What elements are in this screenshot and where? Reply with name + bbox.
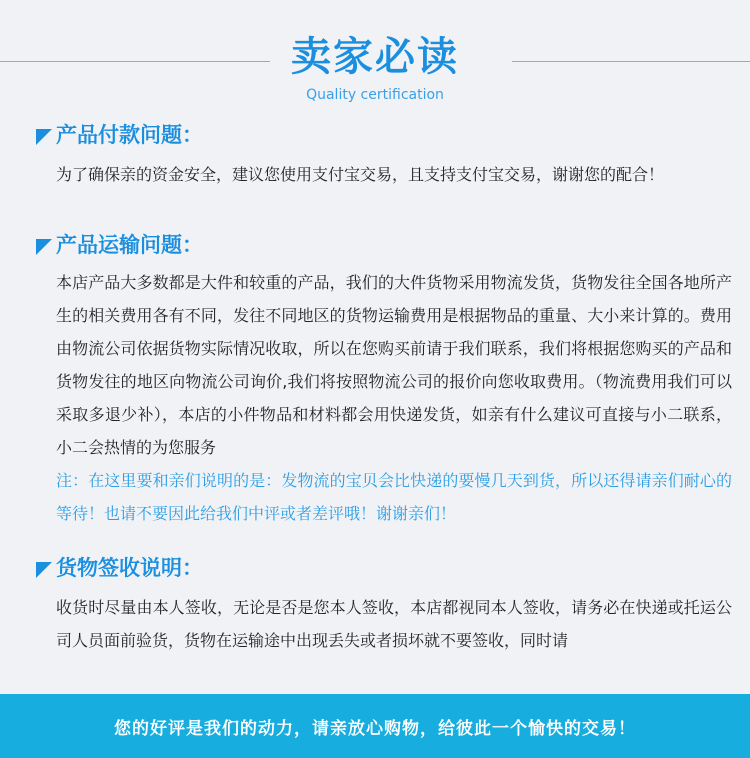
- triangle-marker-icon: [36, 239, 52, 255]
- section-receipt-header: [36, 553, 203, 583]
- section-shipping-header: [36, 230, 203, 260]
- section-shipping-text: 本店产品大多数都是大件和较重的产品，我们的大件货物采用物流发货，货物发往全国各地所产生的相关费用各有不同，发往不同地区的货物运输费用是根据物品的重量、大小来计算的。费用由物流公司依据货物实际情况收取，所以在您购买前请于我们联系，我们将根据您购买的产品和货物发往的地区向物流公司询价,我们将按照物流公司的报价向您收取费用。（物流费用我们可以采取多退少补），本店的小件物品和材料都会用快递发货，如亲有什么建议可直接与小二联系，小二会热情的为您服务: [56, 273, 732, 457]
- section-title: 货物签收说明：: [56, 556, 203, 580]
- section-title: 产品付款问题：: [56, 123, 203, 147]
- page-header: [0, 0, 750, 110]
- section-payment-text: 为了确保亲的资金安全，建议您使用支付宝交易，且支持支付宝交易，谢谢您的配合！: [56, 165, 665, 184]
- footer-text: 您的好评是我们的动力，请亲放心购物，给彼此一个愉快的交易！: [114, 718, 636, 739]
- section-title: 产品运输问题：: [56, 233, 203, 257]
- section-receipt-text: 收货时尽量由本人签收，无论是否是您本人签收，本店都视同本人签收，请务必在快递或托运公司人员面前验货，货物在运输途中出现丢失或者损坏就不要签收，同时请: [56, 598, 732, 650]
- section-shipping-note: 注：在这里要和亲们说明的是：发物流的宝贝会比快递的要慢几天到货，所以还得请亲们耐心的等待！也请不要因此给我们中评或者差评哦！谢谢亲们！: [56, 471, 732, 523]
- footer-banner: [0, 694, 750, 758]
- section-payment-header: [36, 120, 203, 150]
- page-subtitle: Quality certification: [306, 87, 444, 103]
- page-title: 卖家必读: [291, 34, 459, 80]
- triangle-marker-icon: [36, 562, 52, 578]
- triangle-marker-icon: [36, 129, 52, 145]
